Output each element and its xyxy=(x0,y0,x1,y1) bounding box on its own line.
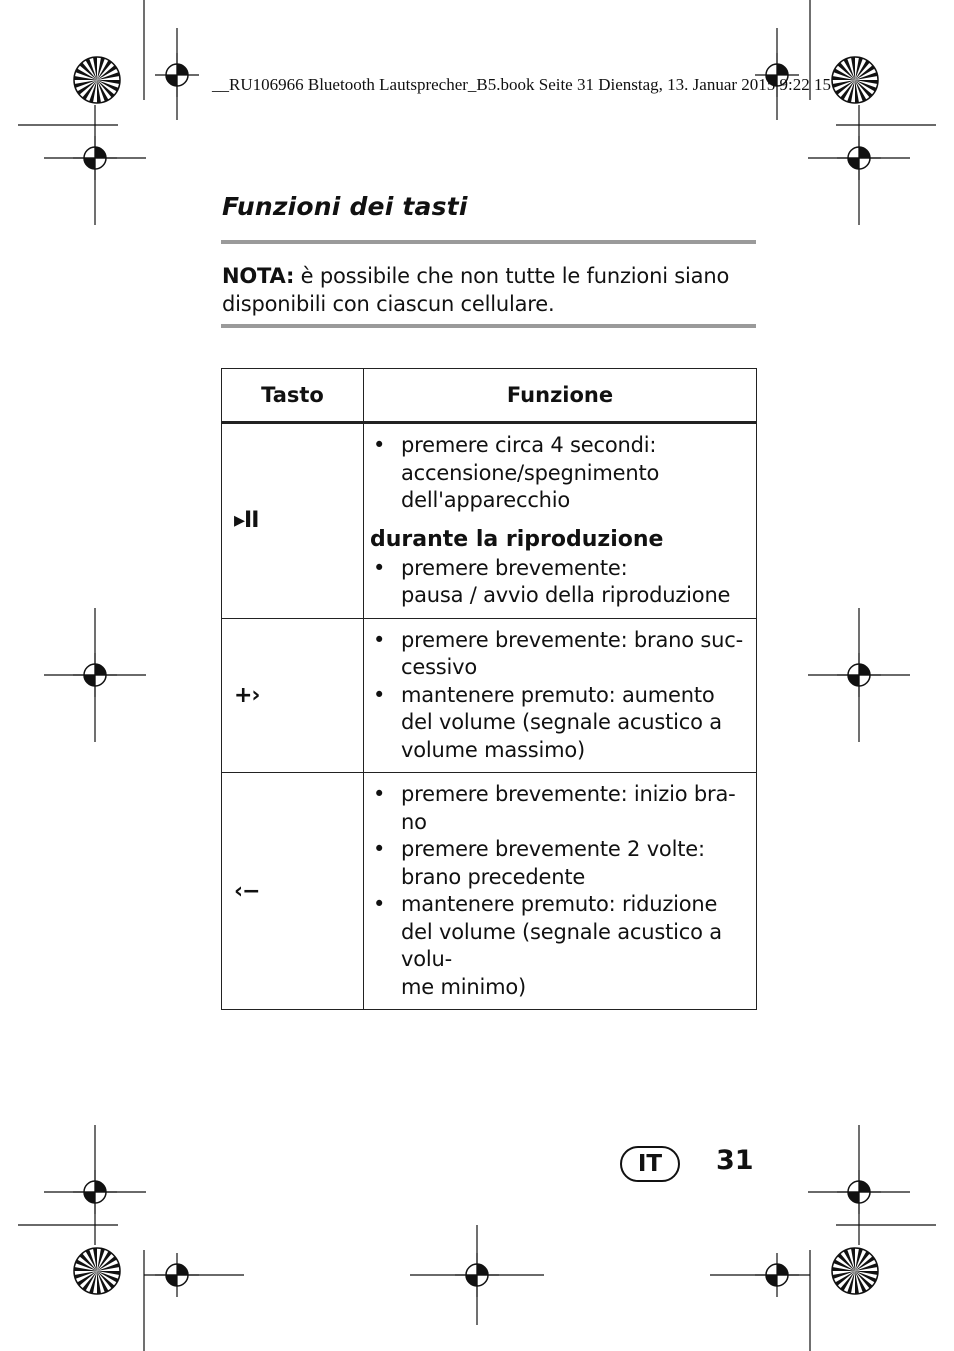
language-badge: IT xyxy=(620,1146,680,1182)
page-number: 31 xyxy=(716,1145,754,1176)
note-paragraph xyxy=(222,262,762,318)
list-item: • premere circa 4 secondi: accensione/spegnimento dell'apparecchio xyxy=(370,432,750,515)
function-cell xyxy=(364,618,757,773)
function-list xyxy=(370,627,750,765)
note-text: è possibile che non tutte le funzioni siano disponibili con ciascun cellulare. xyxy=(222,264,730,316)
note-rule xyxy=(221,324,756,328)
table-row xyxy=(222,618,757,773)
section-title: Funzioni dei tasti xyxy=(222,192,468,221)
header-key: Tasto xyxy=(222,369,364,423)
next-volume-up-key-icon: +› xyxy=(222,618,364,773)
list-item: • mantenere premuto: riduzione del volume (segnale acustico a volu- me minimo) xyxy=(370,891,750,1001)
table-row xyxy=(222,423,757,619)
header-function: Funzione xyxy=(364,369,757,423)
print-header: __RU106966 Bluetooth Lautsprecher_B5.book Seite 31 Dienstag, 13. Januar 2015 9:22 15 xyxy=(212,75,831,94)
list-item: • premere brevemente 2 volte: brano precedente xyxy=(370,836,750,891)
list-item: • premere brevemente: pausa / avvio della riproduzione xyxy=(370,555,750,610)
previous-volume-down-key-icon: ‹− xyxy=(222,773,364,1010)
function-cell xyxy=(364,773,757,1010)
table-row xyxy=(222,773,757,1010)
function-list xyxy=(370,781,750,1001)
title-rule xyxy=(221,240,756,244)
list-item: • mantenere premuto: aumento del volume (segnale acustico a volume massimo) xyxy=(370,682,750,765)
table-header-row xyxy=(222,369,757,423)
list-item: • premere brevemente: brano suc- cessivo xyxy=(370,627,750,682)
function-subheading: durante la riproduzione xyxy=(370,526,664,552)
function-cell xyxy=(364,423,757,619)
note-label: NOTA: xyxy=(222,264,295,288)
function-sublist xyxy=(370,555,750,610)
play-pause-key-icon: ▸II xyxy=(222,423,364,619)
list-item: • premere brevemente: inizio bra- no xyxy=(370,781,750,836)
key-functions-table xyxy=(221,368,757,1010)
function-list xyxy=(370,432,750,515)
